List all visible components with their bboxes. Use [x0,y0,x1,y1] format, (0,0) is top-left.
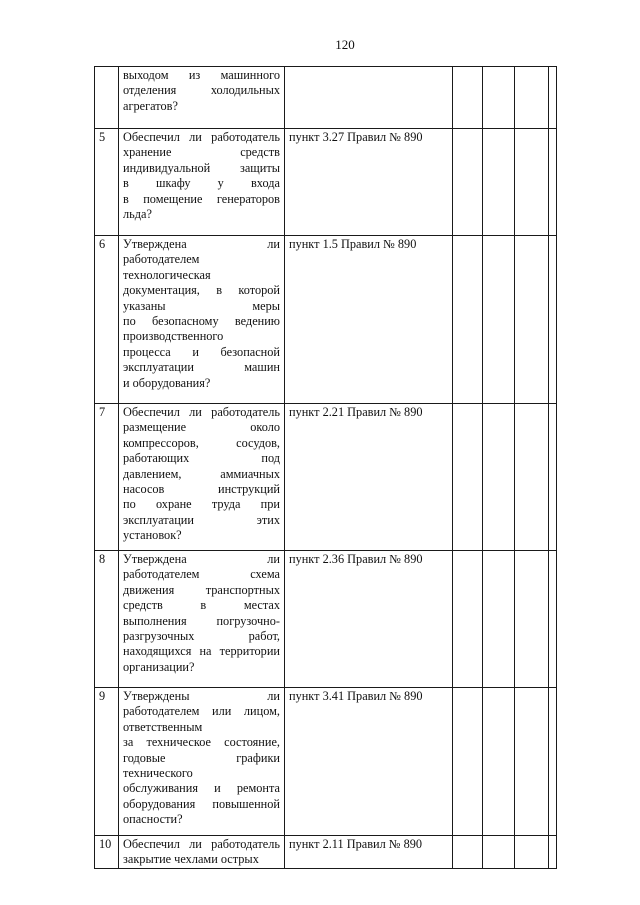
question-line: агрегатов? [123,98,178,113]
question-cell [119,404,285,551]
regulation-reference: пункт 2.21 Правил № 890 [285,404,453,551]
question-line: указаны меры [123,298,280,313]
question-line: организации? [123,659,195,674]
table-row [95,688,557,836]
question-line: ответственным [123,719,203,734]
row-number: 9 [95,688,119,836]
note-cell [549,551,557,688]
question-line: хранение средств [123,145,280,160]
question-cell [119,129,285,236]
answer-yes-cell [453,551,483,688]
note-cell [549,404,557,551]
answer-yes-cell [453,236,483,404]
answer-no-cell [483,551,515,688]
answer-no-cell [483,129,515,236]
question-line: насосов инструкций [123,482,280,497]
question-line: эксплуатации этих [123,512,280,527]
question-line: процесса и безопасной [123,344,280,359]
question-line: опасности? [123,812,183,827]
question-line: компрессоров, сосудов, [123,435,280,450]
table-row [95,67,557,129]
answer-yes-cell [453,688,483,836]
question-line: Утверждена ли [123,552,280,566]
regulation-reference [285,67,453,129]
question-line: разгрузочных работ, [123,629,280,644]
question-line: обслуживания и ремонта [123,781,280,796]
question-cell [119,67,285,129]
question-line: за техническое состояние, [123,735,280,750]
page-number: 120 [335,37,355,52]
answer-no-cell [483,67,515,129]
question-line: выходом из машинного [123,68,280,82]
question-line: и оборудования? [123,375,211,390]
regulation-reference: пункт 2.36 Правил № 890 [285,551,453,688]
question-line: Утверждена ли [123,237,280,251]
question-line: давлением, аммиачных [123,466,280,481]
question-line: работодателем или лицом, [123,704,280,719]
note-cell [549,67,557,129]
regulation-reference: пункт 3.27 Правил № 890 [285,129,453,236]
question-line: Обеспечил ли работодатель [123,837,280,851]
question-line: технологическая [123,267,211,282]
question-line: размещение около [123,420,280,435]
question-line: работодателем [123,252,200,267]
question-line: Обеспечил ли работодатель [123,405,280,419]
question-cell [119,551,285,688]
question-line: в помещение генераторов [123,191,280,206]
question-cell [119,688,285,836]
question-line: средств в местах [123,598,280,613]
note-cell [549,236,557,404]
answer-yes-cell [453,404,483,551]
question-line: выполнения погрузочно- [123,613,280,628]
answer-no-cell [483,688,515,836]
question-line: льда? [123,207,152,222]
answer-yes-cell [453,129,483,236]
not-applicable-cell [515,67,549,129]
table-row [95,236,557,404]
question-cell [119,236,285,404]
answer-no-cell [483,836,515,869]
question-line: Утверждены ли [123,689,280,703]
table-row [95,404,557,551]
question-line: эксплуатации машин [123,360,280,375]
row-number [95,67,119,129]
question-line: отделения холодильных [123,83,280,98]
answer-no-cell [483,236,515,404]
answer-yes-cell [453,67,483,129]
row-number: 10 [95,836,119,869]
question-line: оборудования повышенной [123,796,280,811]
regulation-reference: пункт 1.5 Правил № 890 [285,236,453,404]
note-cell [549,688,557,836]
checklist-table [94,66,557,869]
question-line: движения транспортных [123,582,280,597]
question-line: индивидуальной защиты [123,160,280,175]
question-line: технического [123,766,193,781]
not-applicable-cell [515,688,549,836]
row-number: 7 [95,404,119,551]
question-line: в шкафу у входа [123,176,280,191]
not-applicable-cell [515,551,549,688]
question-line: закрытие чехлами острых [123,852,259,867]
note-cell [549,129,557,236]
question-line: Обеспечил ли работодатель [123,130,280,144]
table-row [95,836,557,869]
question-line: установок? [123,528,182,543]
row-number: 8 [95,551,119,688]
question-line: по безопасному ведению [123,314,280,329]
not-applicable-cell [515,404,549,551]
regulation-reference: пункт 2.11 Правил № 890 [285,836,453,869]
checklist-body [95,67,557,869]
not-applicable-cell [515,836,549,869]
table-row [95,129,557,236]
row-number: 5 [95,129,119,236]
not-applicable-cell [515,236,549,404]
answer-no-cell [483,404,515,551]
table-row [95,551,557,688]
question-line: документация, в которой [123,283,280,298]
question-line: годовые графики [123,750,280,765]
question-cell [119,836,285,869]
question-line: работодателем схема [123,567,280,582]
question-line: производственного [123,329,224,344]
question-line: находящихся на территории [123,644,280,659]
answer-yes-cell [453,836,483,869]
regulation-reference: пункт 3.41 Правил № 890 [285,688,453,836]
note-cell [549,836,557,869]
not-applicable-cell [515,129,549,236]
question-line: по охране труда при [123,497,280,512]
row-number: 6 [95,236,119,404]
question-line: работающих под [123,451,280,466]
